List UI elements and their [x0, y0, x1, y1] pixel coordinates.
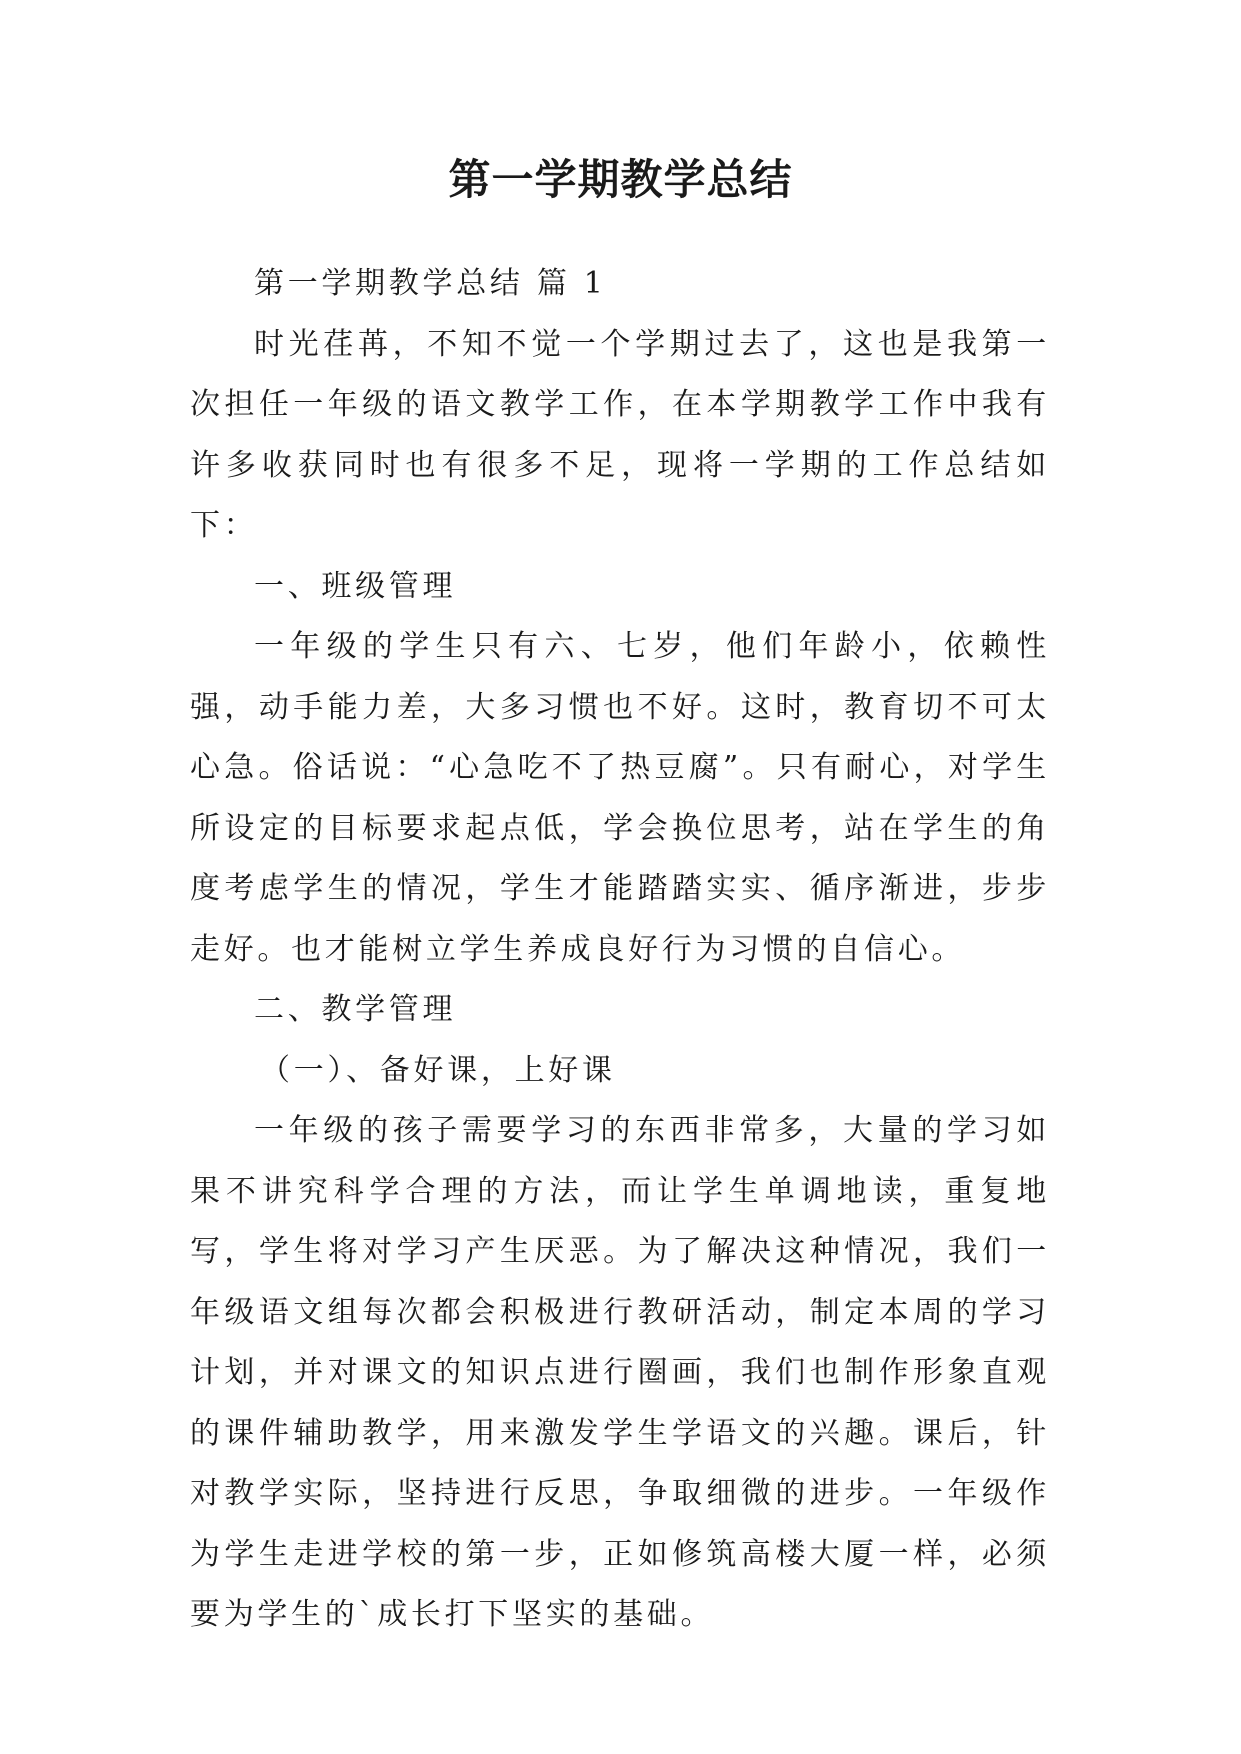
document-title: 第一学期教学总结	[448, 155, 793, 204]
intro-paragraph: 时光荏苒，不知不觉一个学期过去了，这也是我第一次担任一年级的语文教学工作，在本学期教学工作中我有许多收获同时也有很多不足，现将一学期的工作总结如下：	[190, 326, 1050, 543]
subheading-lesson-prep: （一）、备好课，上好课	[260, 1052, 616, 1088]
heading-teaching-management: 二、教学管理	[254, 992, 457, 1027]
document-body	[190, 254, 1050, 1646]
section-label: 第一学期教学总结 篇 1	[254, 266, 607, 301]
paragraph-lesson-prep: 一年级的孩子需要学习的东西非常多，大量的学习如果不讲究科学合理的方法，而让学生单调地读，重复地写，学生将对学习产生厌恶。为了解决这种情况，我们一年级语文组每次都会积极进行教研活动，制定本周的学习计划，并对课文的知识点进行圈画，我们也制作形象直观的课件辅助教学，用来激发学生学语文的兴趣。课后，针对教学实际，坚持进行反思，争取细微的进步。一年级作为学生走进学校的第一步，正如修筑高楼大厦一样，必须要为学生的`成长打下坚实的基础。	[190, 1113, 1050, 1632]
heading-class-management: 一、班级管理	[254, 568, 457, 604]
paragraph-class-management: 一年级的学生只有六、七岁，他们年龄小，依赖性强，动手能力差，大多习惯也不好。这时，教育切不可太心急。俗话说：“心急吃不了热豆腐”。只有耐心，对学生所设定的目标要求起点低，学会换位思考，站在学生的角度考虑学生的情况，学生才能踏踏实实、循序渐进，步步走好。也才能树立学生养成良好行为习惯的自信心。	[190, 629, 1050, 967]
